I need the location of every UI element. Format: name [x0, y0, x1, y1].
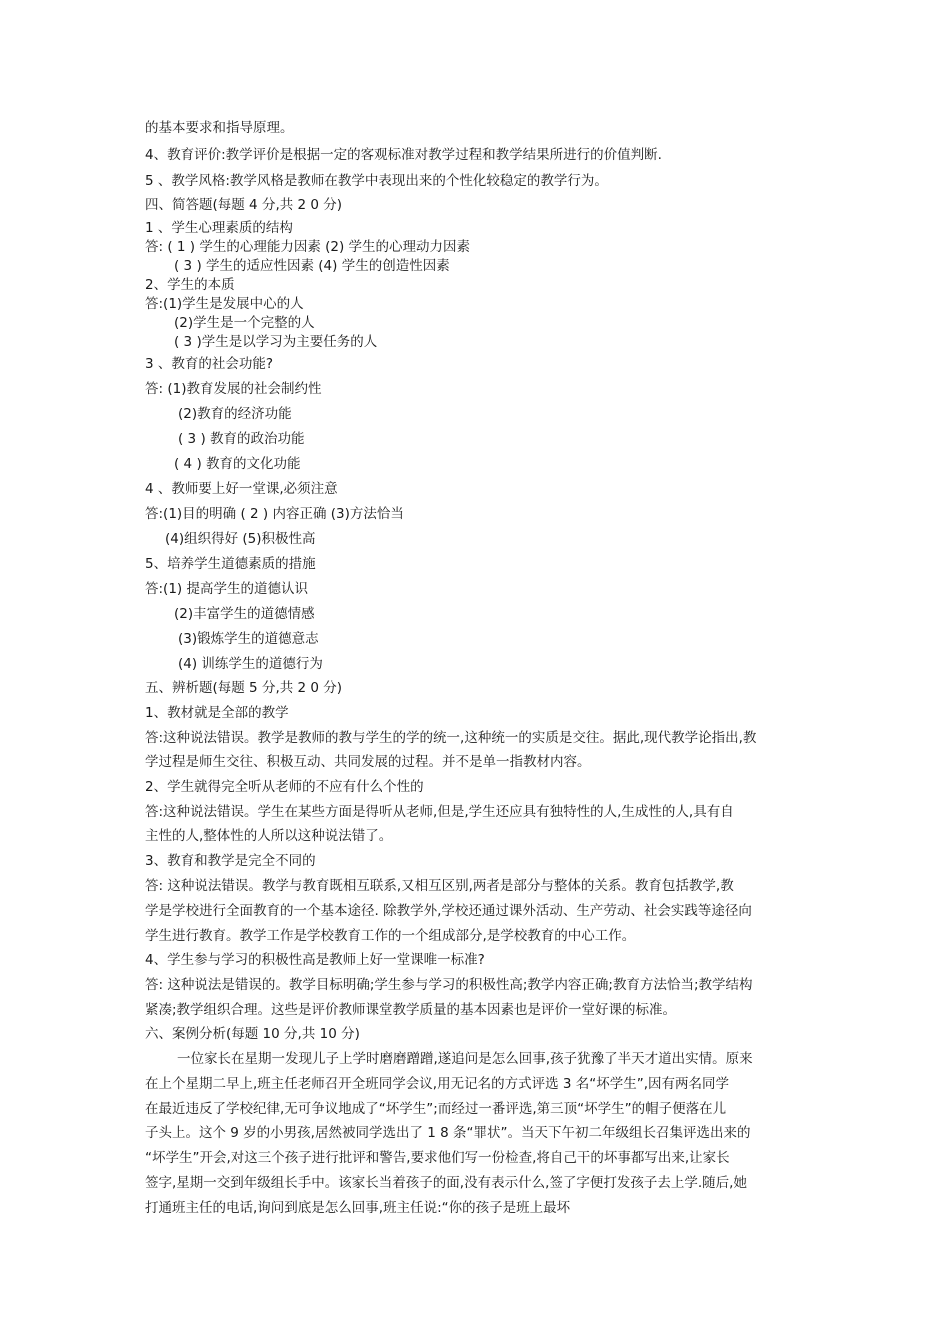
answer-line: ( 4 ) 教育的文化功能	[174, 456, 301, 472]
answer-line: 学是学校进行全面教育的一个基本途径. 除教学外,学校还通过课外活动、生产劳动、社会实践等途径向	[145, 903, 752, 919]
case-paragraph-line: 子头上。这个 9 岁的小男孩,居然被同学选出了 1 8 条“罪状”。当天下午初二年级组长召集评选出来的	[145, 1125, 751, 1141]
answer-line: ( 3 ) 教育的政治功能	[178, 431, 305, 447]
case-paragraph-line: 在上个星期二早上,班主任老师召开全班同学会议,用无记名的方式评选 3 名“坏学生”,因有两名同学	[145, 1076, 730, 1092]
case-paragraph-line: 在最近违反了学校纪律,无可争议地成了“坏学生”;而经过一番评选,第三顶“坏学生”的帽子便落在儿	[145, 1101, 727, 1117]
question-title: 2、学生就得完全听从老师的不应有什么个性的	[145, 779, 424, 795]
answer-line: 答:(1)学生是发展中心的人	[145, 296, 304, 312]
answer-line: 紧凑;教学组织合理。这些是评价教师课堂教学质量的基本因素也是评价一堂好课的标准。	[145, 1002, 677, 1018]
question-title: 1、教材就是全部的教学	[145, 705, 289, 721]
answer-line: (4) 训练学生的道德行为	[178, 656, 323, 672]
answer-line: 答: 这种说法是错误的。教学目标明确;学生参与学习的积极性高;教学内容正确;教育方法恰当;教学结构	[145, 977, 753, 993]
section-heading: 五、辨析题(每题 5 分,共 2 0 分)	[145, 680, 343, 696]
answer-line: 答:(1)目的明确 ( 2 ) 内容正确 (3)方法恰当	[145, 506, 404, 522]
question-title: 1 、学生心理素质的结构	[145, 220, 293, 236]
answer-line: 答: 这种说法错误。教学与教育既相互联系,又相互区别,两者是部分与整体的关系。教育包括教学,教	[145, 878, 734, 894]
question-title: 5、培养学生道德素质的措施	[145, 556, 316, 572]
question-title: 3、教育和教学是完全不同的	[145, 853, 316, 869]
case-paragraph-line: 打通班主任的电话,询问到底是怎么回事,班主任说:“你的孩子是班上最坏	[145, 1200, 571, 1216]
answer-line: (4)组织得好 (5)积极性高	[165, 531, 316, 547]
answer-line: (2)学生是一个完整的人	[174, 315, 315, 331]
question-title: 4 、教师要上好一堂课,必须注意	[145, 481, 338, 497]
question-title: 3 、教育的社会功能?	[145, 356, 274, 372]
answer-line: 学过程是师生交往、积极互动、共同发展的过程。并不是单一指教材内容。	[145, 754, 591, 770]
text-line: 的基本要求和指导原理。	[145, 120, 294, 136]
question-title: 4、学生参与学习的积极性高是教师上好一堂课唯一标准?	[145, 952, 485, 968]
section-heading: 六、案例分析(每题 10 分,共 10 分)	[145, 1026, 360, 1042]
answer-line: 答:这种说法错误。教学是教师的教与学生的学的统一,这种统一的实质是交往。据此,现代教学论指出,教	[145, 730, 757, 746]
answer-line: 学生进行教育。教学工作是学校教育工作的一个组成部分,是学校教育的中心工作。	[145, 928, 636, 944]
case-paragraph-line: “坏学生”开会,对这三个孩子进行批评和警告,要求他们写一份检查,将自己干的坏事都写出来,让家长	[145, 1150, 730, 1166]
answer-line: 答: ( 1 ) 学生的心理能力因素 (2) 学生的心理动力因素	[145, 239, 471, 255]
case-paragraph-line: 签字,星期一交到年级组长手中。该家长当着孩子的面,没有表示什么,签了字便打发孩子去上学.随后,她	[145, 1175, 747, 1191]
answer-line: (3)锻炼学生的道德意志	[178, 631, 319, 647]
question-title: 2、学生的本质	[145, 277, 235, 293]
answer-line: 答:(1) 提高学生的道德认识	[145, 581, 308, 597]
text-line: 5 、教学风格:教学风格是教师在教学中表现出来的个性化较稳定的教学行为。	[145, 173, 608, 189]
answer-line: 主性的人,整体性的人所以这种说法错了。	[145, 828, 393, 844]
answer-line: ( 3 )学生是以学习为主要任务的人	[174, 334, 378, 350]
answer-line: (2)教育的经济功能	[178, 406, 292, 422]
answer-line: 答:这种说法错误。学生在某些方面是得听从老师,但是,学生还应具有独特性的人,生成性的人,具有自	[145, 804, 734, 820]
case-paragraph-line: 一位家长在星期一发现儿子上学时磨磨蹭蹭,遂追问是怎么回事,孩子犹豫了半天才道出实情。原来	[177, 1051, 753, 1067]
answer-line: ( 3 ) 学生的适应性因素 (4) 学生的创造性因素	[174, 258, 450, 274]
answer-line: (2)丰富学生的道德情感	[174, 606, 315, 622]
section-heading: 四、简答题(每题 4 分,共 2 0 分)	[145, 197, 343, 213]
answer-line: 答: (1)教育发展的社会制约性	[145, 381, 322, 397]
text-line: 4、教育评价:教学评价是根据一定的客观标准对教学过程和教学结果所进行的价值判断.	[145, 147, 662, 163]
